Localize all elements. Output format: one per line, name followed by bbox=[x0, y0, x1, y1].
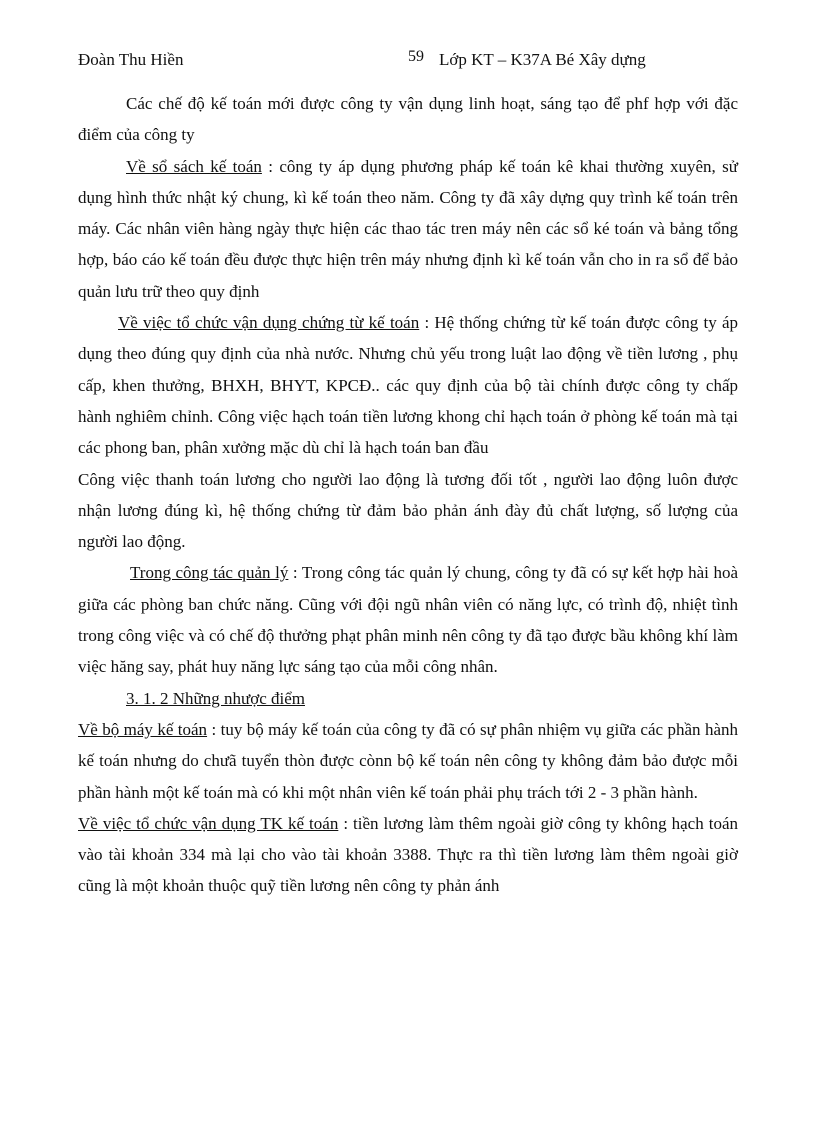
heading-management: Trong công tác quản lý bbox=[130, 563, 289, 583]
heading-accounting-apparatus: Về bộ máy kế toán bbox=[78, 719, 208, 739]
page-number: 59 bbox=[408, 48, 424, 65]
text-vouchers: : Hệ thống chứng từ kế toán được công ty áp dụng theo đúng quy định của nhà nước. Nhưng chủ yếu trong luật lao động về tiền lương , phụ cấp, khen thưởng, BHXH, BHYT, KPCĐ.. các quy định của bộ tài chính được công ty chấp hành nghiêm chỉnh. Công việc hạch toán tiền lương khong chỉ hạch toán ở phòng kế toán mà tại các phong ban, phân xưởng mặc dù chỉ là hạch toán ban đầu bbox=[78, 313, 738, 458]
paragraph-vouchers bbox=[78, 307, 738, 463]
heading-accounts-usage: Về việc tổ chức vận dụng TK kế toán bbox=[78, 813, 339, 833]
class-info: Lớp KT – K37A Bé Xây dựng bbox=[439, 50, 646, 69]
author-name: Đoàn Thu Hiền bbox=[78, 50, 184, 69]
text-accounting-books: : công ty áp dụng phương pháp kế toán kê khai thường xuyên, sử dụng hình thức nhật ký chung, kì kế toán theo năm. Công ty đã xây dựng quy trình kế toán trên máy. Các nhân viên hàng ngày thực hiện các thao tác tren máy nên các sổ ké toán và bảng tổng hợp, báo cáo kế toán đều được thực hiện trên máy nhưng định kì kế toán vẫn cho in ra sổ để bảo quản lưu trữ theo quy định bbox=[78, 156, 738, 301]
paragraph-salary-payment: Công việc thanh toán lương cho người lao động là tương đối tốt , người lao động luôn được nhận lương đúng kì, hệ thống chứng từ đảm bảo phản ánh đày đủ chất lượng, số lượng của người lao động. bbox=[78, 469, 738, 552]
heading-vouchers: Về việc tổ chức vận dụng chứng từ kế toán bbox=[118, 313, 420, 333]
text-accounts-usage: : tiền lương làm thêm ngoài giờ công ty không hạch toán vào tài khoản 334 mà lại cho vào tài khoản 3388. Thực ra thì tiền lương làm thêm ngoài giờ cũng là một khoản thuộc quỹ tiền lương nên công ty phản ánh bbox=[78, 813, 738, 896]
text-management: : Trong công tác quản lý chung, công ty đã có sự kết hợp hài hoà giữa các phòng ban chức năng. Cũng với đội ngũ nhân viên có năng lực, có trình độ, nhiệt tình trong công việc và có chế độ thưởng phạt phân minh nên công ty đã tạo được bầu không khí làm việc hăng say, phát huy năng lực sáng tạo của mỗi công nhân. bbox=[78, 563, 738, 677]
paragraph-accounts-usage bbox=[78, 808, 738, 902]
heading-accounting-books: Về sổ sách kế toán bbox=[126, 156, 262, 176]
page-header bbox=[78, 48, 738, 74]
section-heading-text: 3. 1. 2 Những nhược điểm bbox=[126, 688, 305, 708]
paragraph-accounting-regime: Các chế độ kế toán mới được công ty vận dụng linh hoạt, sáng tạo để phf hợp với đặc điểm của công ty bbox=[78, 94, 738, 145]
text-accounting-apparatus: : tuy bộ máy kế toán của công ty đã có sự phân nhiệm vụ giữa các phần hành kế toán nhưng do chưã tuyển thòn được cònn bộ kế toán nên công ty không đảm bảo được mỗi phần hành một kế toán mà có khi một nhân viên kế toán phải phụ trách tới 2 - 3 phần hành. bbox=[78, 719, 738, 802]
paragraph-accounting-apparatus bbox=[78, 714, 738, 808]
document-body bbox=[78, 88, 738, 902]
section-heading bbox=[78, 683, 738, 714]
paragraph-accounting-books bbox=[78, 151, 738, 307]
paragraph-management bbox=[78, 557, 738, 682]
